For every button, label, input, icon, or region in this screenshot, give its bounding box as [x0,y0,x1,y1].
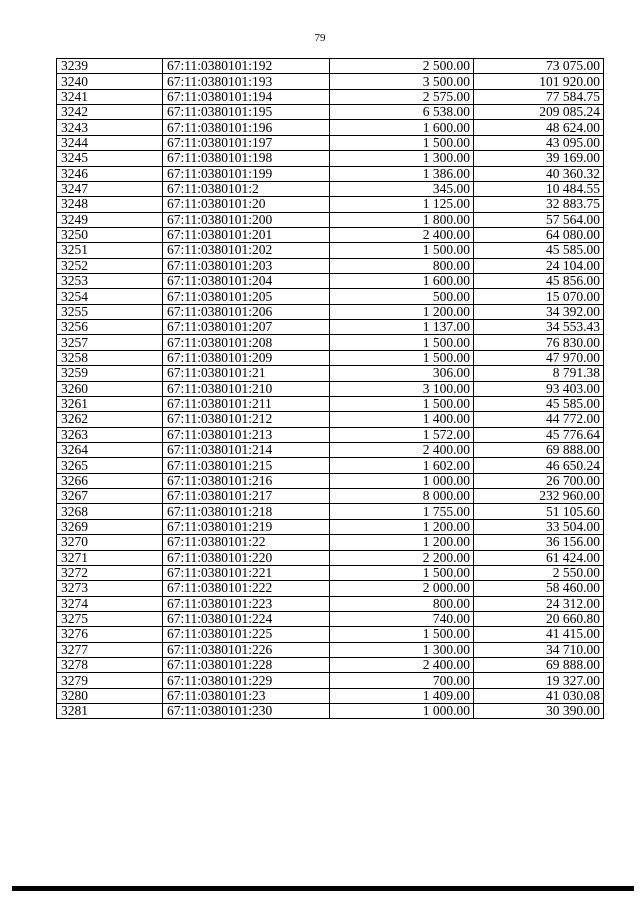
row-number-cell: 3261 [57,396,163,411]
table-row [57,427,604,442]
cadastral-number-cell: 67:11:0380101:219 [163,519,330,534]
area-cell: 1 500.00 [330,565,474,580]
area-cell: 800.00 [330,596,474,611]
table-row [57,442,604,457]
row-number-cell: 3275 [57,611,163,626]
row-number-cell: 3249 [57,212,163,227]
table-row [57,59,604,74]
table-row [57,412,604,427]
table-row [57,535,604,550]
table-row [57,396,604,411]
value-cell: 45 585.00 [474,396,604,411]
value-cell: 51 105.60 [474,504,604,519]
area-cell: 6 538.00 [330,105,474,120]
cadastral-number-cell: 67:11:0380101:218 [163,504,330,519]
table-row [57,366,604,381]
table-row [57,320,604,335]
table-row [57,166,604,181]
table-row [57,135,604,150]
cadastral-number-cell: 67:11:0380101:196 [163,120,330,135]
cadastral-number-cell: 67:11:0380101:194 [163,89,330,104]
table-row [57,673,604,688]
table-row [57,197,604,212]
area-cell: 1 000.00 [330,473,474,488]
area-cell: 1 500.00 [330,350,474,365]
value-cell: 2 550.00 [474,565,604,580]
area-cell: 2 500.00 [330,59,474,74]
value-cell: 34 553.43 [474,320,604,335]
area-cell: 1 200.00 [330,304,474,319]
row-number-cell: 3276 [57,627,163,642]
area-cell: 2 400.00 [330,442,474,457]
value-cell: 43 095.00 [474,135,604,150]
value-cell: 34 710.00 [474,642,604,657]
cadastral-number-cell: 67:11:0380101:208 [163,335,330,350]
row-number-cell: 3269 [57,519,163,534]
cadastral-number-cell: 67:11:0380101:216 [163,473,330,488]
cadastral-number-cell: 67:11:0380101:20 [163,197,330,212]
value-cell: 24 312.00 [474,596,604,611]
cadastral-number-cell: 67:11:0380101:225 [163,627,330,642]
cadastral-number-cell: 67:11:0380101:200 [163,212,330,227]
table-row [57,565,604,580]
row-number-cell: 3248 [57,197,163,212]
land-plot-table [56,58,604,719]
row-number-cell: 3257 [57,335,163,350]
value-cell: 19 327.00 [474,673,604,688]
area-cell: 3 500.00 [330,74,474,89]
cadastral-number-cell: 67:11:0380101:213 [163,427,330,442]
area-cell: 1 137.00 [330,320,474,335]
cadastral-number-cell: 67:11:0380101:221 [163,565,330,580]
table-row [57,243,604,258]
value-cell: 39 169.00 [474,151,604,166]
row-number-cell: 3273 [57,581,163,596]
value-cell: 101 920.00 [474,74,604,89]
table-body [57,59,604,719]
row-number-cell: 3255 [57,304,163,319]
area-cell: 1 500.00 [330,396,474,411]
cadastral-number-cell: 67:11:0380101:214 [163,442,330,457]
cadastral-number-cell: 67:11:0380101:209 [163,350,330,365]
area-cell: 1 602.00 [330,458,474,473]
cadastral-number-cell: 67:11:0380101:201 [163,227,330,242]
cadastral-number-cell: 67:11:0380101:211 [163,396,330,411]
area-cell: 800.00 [330,258,474,273]
row-number-cell: 3278 [57,658,163,673]
value-cell: 93 403.00 [474,381,604,396]
row-number-cell: 3251 [57,243,163,258]
cadastral-number-cell: 67:11:0380101:222 [163,581,330,596]
cadastral-number-cell: 67:11:0380101:192 [163,59,330,74]
value-cell: 48 624.00 [474,120,604,135]
area-cell: 2 000.00 [330,581,474,596]
table-row [57,688,604,703]
value-cell: 41 415.00 [474,627,604,642]
value-cell: 15 070.00 [474,289,604,304]
area-cell: 1 386.00 [330,166,474,181]
area-cell: 1 000.00 [330,704,474,719]
row-number-cell: 3247 [57,181,163,196]
table-row [57,74,604,89]
area-cell: 1 755.00 [330,504,474,519]
row-number-cell: 3268 [57,504,163,519]
table-row [57,581,604,596]
value-cell: 61 424.00 [474,550,604,565]
area-cell: 2 200.00 [330,550,474,565]
area-cell: 1 300.00 [330,151,474,166]
area-cell: 1 400.00 [330,412,474,427]
table-row [57,519,604,534]
row-number-cell: 3266 [57,473,163,488]
area-cell: 2 575.00 [330,89,474,104]
value-cell: 32 883.75 [474,197,604,212]
value-cell: 64 080.00 [474,227,604,242]
area-cell: 1 800.00 [330,212,474,227]
cadastral-number-cell: 67:11:0380101:212 [163,412,330,427]
table-row [57,642,604,657]
cadastral-number-cell: 67:11:0380101:220 [163,550,330,565]
row-number-cell: 3253 [57,274,163,289]
value-cell: 33 504.00 [474,519,604,534]
area-cell: 1 600.00 [330,120,474,135]
table-row [57,212,604,227]
table-row [57,473,604,488]
value-cell: 41 030.08 [474,688,604,703]
table-row [57,304,604,319]
value-cell: 209 085.24 [474,105,604,120]
row-number-cell: 3264 [57,442,163,457]
cadastral-number-cell: 67:11:0380101:202 [163,243,330,258]
value-cell: 47 970.00 [474,350,604,365]
cadastral-number-cell: 67:11:0380101:229 [163,673,330,688]
cadastral-number-cell: 67:11:0380101:21 [163,366,330,381]
area-cell: 1 500.00 [330,135,474,150]
table-row [57,704,604,719]
row-number-cell: 3241 [57,89,163,104]
bottom-rule [12,886,634,891]
cadastral-number-cell: 67:11:0380101:22 [163,535,330,550]
value-cell: 24 104.00 [474,258,604,273]
cadastral-number-cell: 67:11:0380101:2 [163,181,330,196]
row-number-cell: 3265 [57,458,163,473]
area-cell: 1 572.00 [330,427,474,442]
cadastral-number-cell: 67:11:0380101:230 [163,704,330,719]
row-number-cell: 3274 [57,596,163,611]
table-row [57,89,604,104]
area-cell: 740.00 [330,611,474,626]
row-number-cell: 3272 [57,565,163,580]
area-cell: 3 100.00 [330,381,474,396]
row-number-cell: 3252 [57,258,163,273]
row-number-cell: 3279 [57,673,163,688]
cadastral-number-cell: 67:11:0380101:210 [163,381,330,396]
row-number-cell: 3245 [57,151,163,166]
row-number-cell: 3246 [57,166,163,181]
cadastral-number-cell: 67:11:0380101:193 [163,74,330,89]
area-cell: 1 500.00 [330,243,474,258]
value-cell: 20 660.80 [474,611,604,626]
row-number-cell: 3262 [57,412,163,427]
row-number-cell: 3239 [57,59,163,74]
table-row [57,227,604,242]
value-cell: 40 360.32 [474,166,604,181]
cadastral-number-cell: 67:11:0380101:199 [163,166,330,181]
table-row [57,596,604,611]
value-cell: 45 856.00 [474,274,604,289]
value-cell: 73 075.00 [474,59,604,74]
row-number-cell: 3256 [57,320,163,335]
table-row [57,658,604,673]
cadastral-number-cell: 67:11:0380101:205 [163,289,330,304]
value-cell: 57 564.00 [474,212,604,227]
cadastral-number-cell: 67:11:0380101:223 [163,596,330,611]
value-cell: 45 776.64 [474,427,604,442]
table-row [57,350,604,365]
row-number-cell: 3281 [57,704,163,719]
value-cell: 232 960.00 [474,489,604,504]
table-row [57,381,604,396]
table-row [57,151,604,166]
row-number-cell: 3271 [57,550,163,565]
value-cell: 46 650.24 [474,458,604,473]
value-cell: 8 791.38 [474,366,604,381]
table-row [57,120,604,135]
value-cell: 77 584.75 [474,89,604,104]
area-cell: 1 500.00 [330,627,474,642]
value-cell: 30 390.00 [474,704,604,719]
area-cell: 1 125.00 [330,197,474,212]
table-row [57,550,604,565]
page-number: 79 [314,32,326,44]
cadastral-number-cell: 67:11:0380101:23 [163,688,330,703]
table-row [57,627,604,642]
table-row [57,504,604,519]
area-cell: 1 409.00 [330,688,474,703]
row-number-cell: 3263 [57,427,163,442]
row-number-cell: 3250 [57,227,163,242]
table-row [57,458,604,473]
cadastral-number-cell: 67:11:0380101:195 [163,105,330,120]
table-row [57,274,604,289]
cadastral-number-cell: 67:11:0380101:197 [163,135,330,150]
row-number-cell: 3242 [57,105,163,120]
cadastral-number-cell: 67:11:0380101:217 [163,489,330,504]
value-cell: 45 585.00 [474,243,604,258]
table-row [57,181,604,196]
value-cell: 58 460.00 [474,581,604,596]
row-number-cell: 3240 [57,74,163,89]
row-number-cell: 3267 [57,489,163,504]
row-number-cell: 3259 [57,366,163,381]
table-row [57,611,604,626]
area-cell: 2 400.00 [330,658,474,673]
table-row [57,489,604,504]
cadastral-number-cell: 67:11:0380101:228 [163,658,330,673]
cadastral-number-cell: 67:11:0380101:198 [163,151,330,166]
row-number-cell: 3270 [57,535,163,550]
row-number-cell: 3244 [57,135,163,150]
value-cell: 26 700.00 [474,473,604,488]
cadastral-number-cell: 67:11:0380101:206 [163,304,330,319]
area-cell: 1 300.00 [330,642,474,657]
value-cell: 44 772.00 [474,412,604,427]
value-cell: 10 484.55 [474,181,604,196]
area-cell: 1 200.00 [330,519,474,534]
area-cell: 1 200.00 [330,535,474,550]
area-cell: 345.00 [330,181,474,196]
cadastral-number-cell: 67:11:0380101:226 [163,642,330,657]
table-row [57,105,604,120]
value-cell: 34 392.00 [474,304,604,319]
table-row [57,258,604,273]
area-cell: 1 500.00 [330,335,474,350]
area-cell: 306.00 [330,366,474,381]
cadastral-number-cell: 67:11:0380101:224 [163,611,330,626]
row-number-cell: 3258 [57,350,163,365]
row-number-cell: 3243 [57,120,163,135]
cadastral-number-cell: 67:11:0380101:204 [163,274,330,289]
cadastral-number-cell: 67:11:0380101:215 [163,458,330,473]
area-cell: 8 000.00 [330,489,474,504]
area-cell: 500.00 [330,289,474,304]
row-number-cell: 3254 [57,289,163,304]
area-cell: 1 600.00 [330,274,474,289]
row-number-cell: 3277 [57,642,163,657]
row-number-cell: 3260 [57,381,163,396]
value-cell: 69 888.00 [474,442,604,457]
row-number-cell: 3280 [57,688,163,703]
area-cell: 700.00 [330,673,474,688]
table-row [57,289,604,304]
value-cell: 36 156.00 [474,535,604,550]
cadastral-number-cell: 67:11:0380101:207 [163,320,330,335]
area-cell: 2 400.00 [330,227,474,242]
value-cell: 69 888.00 [474,658,604,673]
value-cell: 76 830.00 [474,335,604,350]
table-row [57,335,604,350]
cadastral-number-cell: 67:11:0380101:203 [163,258,330,273]
